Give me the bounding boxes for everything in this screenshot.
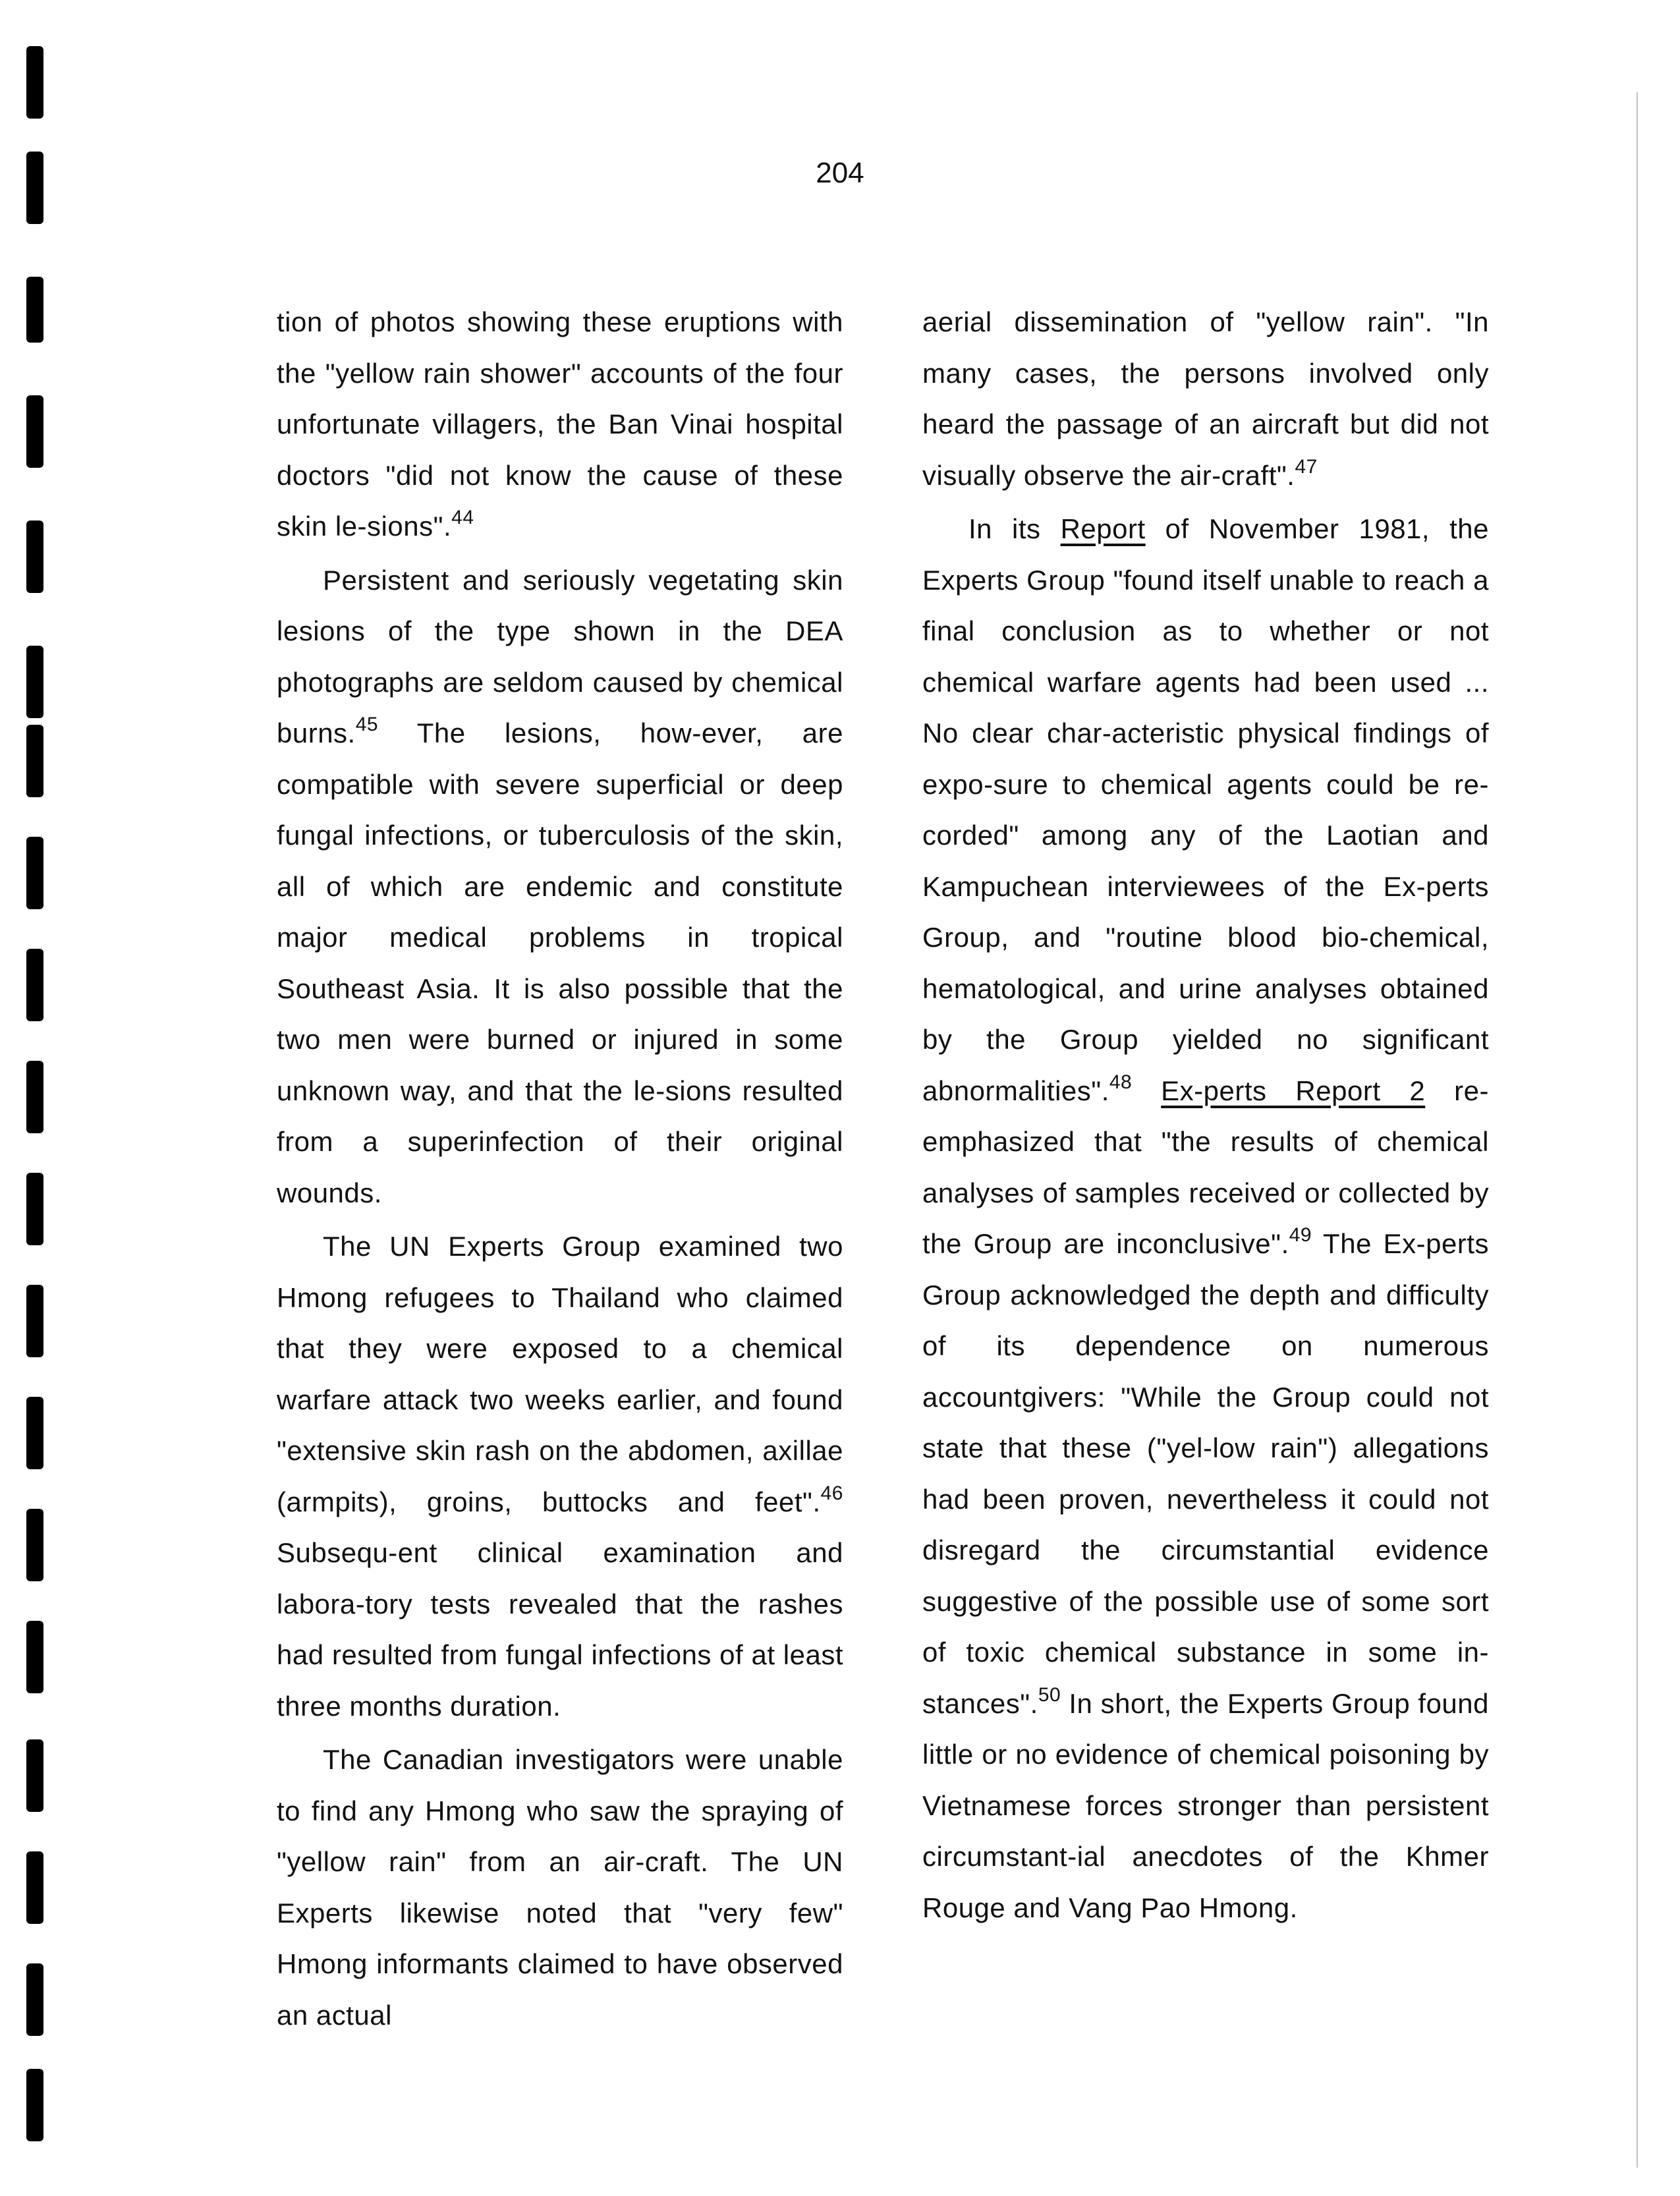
text-run: re-emphasized that "the results of chemical analyses of samples received or collected by the Group are inconclusive".: [922, 1075, 1489, 1259]
text-run: aerial dissemination of "yellow rain". "In many cases, the persons involved only heard the passage of an aircraft but did not visually observe the air-craft".: [922, 306, 1489, 491]
footnote-ref: 50: [1038, 1683, 1061, 1706]
binding-mark: [26, 1851, 43, 1924]
text-run: The Canadian investigators were unable to find any Hmong who saw the spraying of "yellow rain" from an air-craft. The UN Experts likewise noted that "very few" Hmong informants claimed to have observed an actual: [277, 1744, 843, 2031]
paragraph: [277, 1734, 843, 2041]
text-run: tion of photos showing these eruptions with the "yellow rain shower" accounts of the four unfortunate villagers, the Ban Vinai hospital doctors "did not know the cause of these skin le-sions".: [277, 306, 843, 542]
text-run: The UN Experts Group examined two Hmong refugees to Thailand who claimed that they were exposed to a chemical warfare attack two weeks earlier, and found "extensive skin rash on the abdomen, axillae (armpits), groins, buttocks and feet".: [277, 1231, 843, 1517]
footnote-ref: 46: [820, 1482, 843, 1504]
text-run: Subsequ-ent clinical examination and labora-tory tests revealed that the rashes had resulted from fungal infections of at least three months duration.: [277, 1537, 843, 1722]
footnote-ref: 48: [1109, 1071, 1133, 1093]
text-run: [1132, 1075, 1161, 1106]
footnote-ref: 49: [1289, 1224, 1312, 1246]
binding-mark: [26, 277, 43, 343]
left-column: [277, 296, 843, 2041]
footnote-ref: 47: [1295, 455, 1318, 478]
text-run: of November 1981, the Experts Group "found itself unable to reach a final conclusion as to whether or not chemical warfare agents had been used ... No clear char-acteristic physical findings of expo-sure to chemical agents could be re-corded" among any of the Laotian and Kampuchean interviewees of the Ex-perts Group, and "routine blood bio-chemical, hematological, and urine analyses obtained by the Group yielded no significant abnormalities".: [922, 513, 1489, 1106]
page-number: 204: [816, 157, 864, 189]
paragraph: [922, 503, 1489, 1933]
binding-mark: [26, 46, 43, 119]
binding-mark: [26, 1509, 43, 1581]
binding-mark: [26, 1061, 43, 1133]
binding-mark: [26, 2069, 43, 2141]
paragraph: [922, 296, 1489, 501]
paragraph: [277, 296, 843, 552]
paragraph: [277, 555, 843, 1219]
text-run: Persistent and seriously vegetating skin lesions of the type shown in the DEA photographs are seldom caused by chemical burns.: [277, 564, 843, 748]
page-edge-line: [1637, 92, 1638, 2168]
binding-mark: [26, 1621, 43, 1693]
binding-mark: [26, 1963, 43, 2036]
binding-mark: [26, 1739, 43, 1812]
binding-mark: [26, 646, 43, 718]
binding-mark: [26, 1397, 43, 1469]
underlined-title: Report: [1060, 513, 1146, 544]
footnote-ref: 45: [355, 714, 379, 735]
text-run: In its: [968, 513, 1061, 544]
binding-mark: [26, 725, 43, 797]
footnote-ref: 44: [451, 507, 474, 528]
binding-mark: [26, 837, 43, 909]
binding-mark: [26, 521, 43, 593]
right-column: [922, 296, 1489, 1933]
text-run: The lesions, how-ever, are compatible with severe superficial or deep fungal infections, or tuberculosis of the skin, all of which are endemic and constitute major medical problems in tropical Southeast Asia. It is also possible that the two men were burned or injured in some unknown way, and that the le-sions resulted from a superinfection of their original wounds.: [277, 718, 843, 1208]
binding-mark: [26, 1285, 43, 1357]
text-run: In short, the Experts Group found little or no evidence of chemical poisoning by Vietnamese forces stronger than persistent circumstant-ial anecdotes of the Khmer Rouge and Vang Pao Hmong.: [922, 1687, 1489, 1923]
binding-mark: [26, 949, 43, 1021]
paragraph: [277, 1221, 843, 1731]
binding-mark: [26, 395, 43, 468]
binding-mark: [26, 1173, 43, 1245]
text-run: The Ex-perts Group acknowledged the depth and difficulty of its dependence on numerous accountgivers: "While the Group could not state that these ("yel-low rain") allegations had been proven, nevertheless it could not disregard the circumstantial evidence suggestive of the possible use of some sort of toxic chemical substance in some in-stances".: [922, 1228, 1489, 1719]
underlined-title: Ex-perts Report 2: [1161, 1075, 1426, 1106]
